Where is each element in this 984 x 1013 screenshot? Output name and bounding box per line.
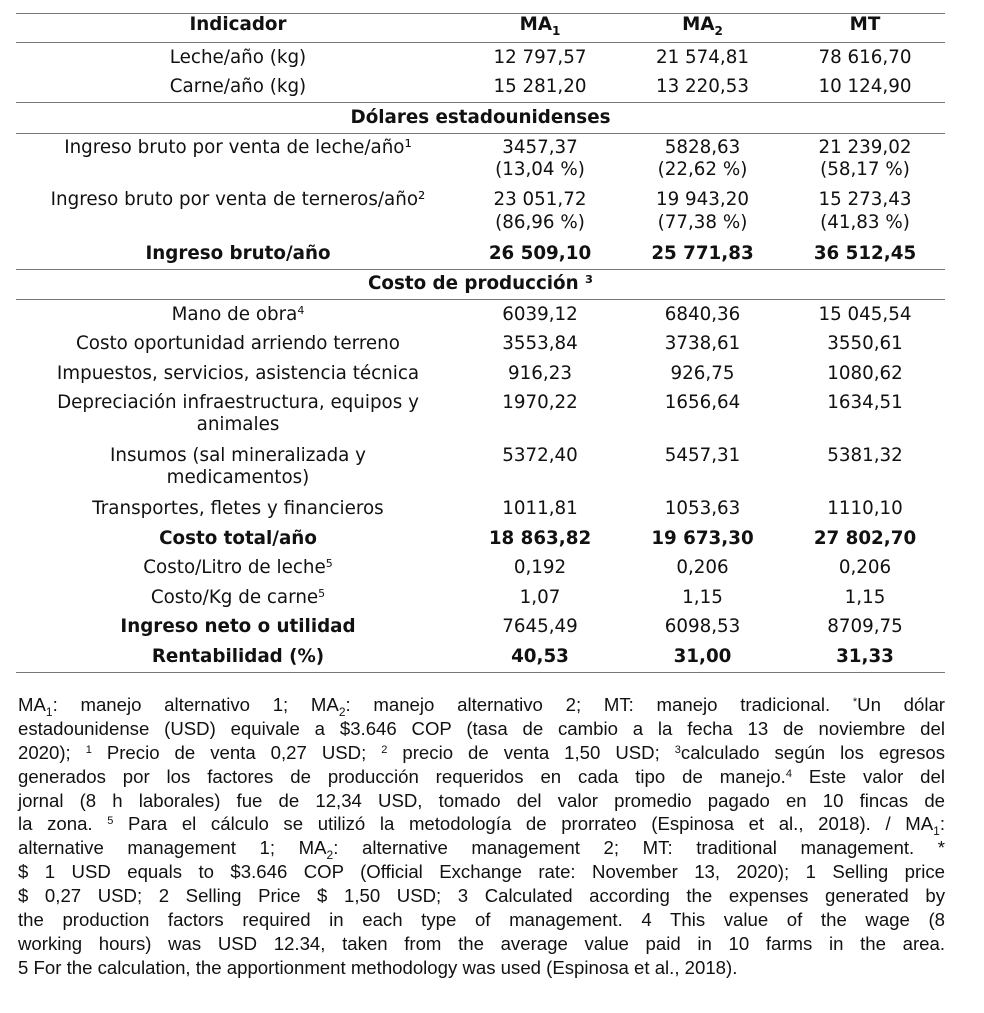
cell-value: 36 512,45: [813, 242, 917, 264]
table-footnote: [18, 693, 945, 980]
row-label: [16, 300, 460, 330]
cell-percent: (22,62 %): [657, 159, 748, 180]
cell-mt: [785, 613, 945, 643]
cell-value: 5457,31: [664, 444, 741, 466]
table-header-row: [16, 14, 945, 43]
cell-value: 1970,22: [502, 391, 578, 413]
table-row: [16, 73, 945, 103]
row-label-text: Costo oportunidad arriendo terreno: [76, 333, 400, 354]
cell-value: 6840,36: [664, 303, 741, 325]
cell-value: 78 616,70: [818, 46, 912, 68]
footnote-marker: 4: [297, 303, 305, 317]
cell-value: 12 797,57: [493, 46, 587, 68]
row-label-text: Depreciación infraestructura, equipos y: [57, 391, 419, 413]
footnote-text: $ 0,27 USD; 2 Selling Price $ 1,50 USD; 3 Calculated according the expenses generated by: [18, 885, 945, 907]
footnote-text: precio de venta 1,50 USD;: [387, 741, 675, 763]
cell-ma1: [460, 239, 620, 269]
section-heading: Dólares estadounidenses: [16, 103, 945, 134]
cell-value: 15 045,54: [818, 303, 912, 325]
cell-mt: [785, 330, 945, 360]
cell-value: 27 802,70: [813, 527, 917, 549]
table-row: [16, 186, 945, 239]
cell-value: 926,75: [670, 362, 735, 384]
row-label-text: Carne/año (kg): [169, 76, 307, 97]
row-label-text-cont: medicamentos): [166, 467, 310, 488]
footnote-superscript: 3: [674, 743, 681, 756]
cell-value: 0,206: [676, 557, 729, 578]
row-label-text: Costo total/año: [159, 527, 317, 549]
cell-percent: (13,04 %): [495, 159, 585, 180]
cell-value: 31,00: [673, 645, 732, 667]
footnote-text: : manejo alternativo 2; MT: manejo tradicional.: [345, 694, 853, 715]
footnote-text: :: [939, 813, 945, 835]
row-label-text: Costo/Litro de leche: [143, 557, 326, 578]
footnote-line: [18, 860, 945, 884]
footnote-text: : alternative management 2; MT: traditional management. *: [333, 837, 945, 859]
footnote-marker: 5: [318, 586, 326, 600]
footnote-text: 5 For the calculation, the apportionment methodology was used (Espinosa et al., 2018).: [18, 956, 738, 978]
cell-ma2: [620, 186, 785, 239]
footnote-subscript: 1: [933, 824, 940, 839]
cell-mt: [785, 554, 945, 584]
cell-value: 31,33: [836, 645, 894, 667]
cell-ma1: [460, 186, 620, 239]
cell-value: 19 943,20: [655, 189, 750, 210]
footnote-line: [18, 741, 945, 765]
cell-value: 5828,63: [664, 136, 741, 158]
footnote-text: Precio de venta 0,27 USD;: [91, 741, 382, 763]
row-label-text: Transportes, fletes y financieros: [92, 498, 384, 519]
footnote-text: generados por los factores de producción requeridos en cada tipo de manejo.: [18, 765, 786, 787]
row-label-text-cont: animales: [196, 414, 280, 435]
table-row: [16, 330, 945, 360]
cell-value: 1,07: [519, 586, 561, 608]
cell-mt: [785, 73, 945, 103]
cell-ma2: [620, 389, 785, 442]
cell-ma1: [460, 613, 620, 643]
cell-mt: [785, 359, 945, 389]
table-row: [16, 613, 945, 643]
cell-ma1: [460, 642, 620, 672]
cell-percent: (86,96 %): [495, 211, 585, 233]
cell-ma1: [460, 554, 620, 584]
cell-ma2: [620, 442, 785, 495]
header-mt: MT: [785, 14, 945, 43]
cell-value: 5381,32: [827, 444, 903, 466]
row-label: [16, 239, 460, 269]
row-label: [16, 186, 460, 239]
footnote-line: [18, 932, 945, 956]
footnote-superscript: 5: [107, 815, 114, 828]
header-indicador: Indicador: [16, 14, 460, 43]
cell-value: 23 051,72: [493, 189, 587, 210]
footnote-text: la zona.: [18, 813, 108, 835]
cell-ma2: [620, 524, 785, 554]
footnote-text: estadounidense (USD) equivale a $3.646 COP (tasa de cambio a la fecha 13 de noviembre del: [18, 717, 945, 739]
cell-value: 21 574,81: [655, 46, 750, 68]
cell-ma2: [620, 300, 785, 330]
header-ma2-sub: 2: [714, 24, 723, 38]
cell-ma2: [620, 613, 785, 643]
table-row: [16, 389, 945, 442]
row-label-text: Rentabilidad (%): [151, 645, 325, 667]
footnote-line: [18, 956, 945, 980]
cell-percent: (41,83 %): [820, 211, 910, 233]
table-row: [16, 239, 945, 269]
cell-ma2: [620, 73, 785, 103]
cell-ma2: [620, 495, 785, 525]
cell-ma1: [460, 389, 620, 442]
cell-ma2: [620, 554, 785, 584]
cell-value: 25 771,83: [651, 242, 754, 264]
footnote-text: working hours) was USD 12.34, taken from the average value paid in 10 farms in the area.: [18, 932, 945, 954]
row-label-text: Ingreso bruto por venta de leche/año¹: [64, 136, 412, 158]
cell-mt: [785, 239, 945, 269]
row-label-text: Mano de obra: [171, 303, 298, 325]
cell-ma2: [620, 583, 785, 613]
footnote-superscript: 1: [85, 743, 92, 756]
footnote-line: [18, 884, 945, 908]
cell-value: 1011,81: [502, 498, 578, 519]
row-label: [16, 359, 460, 389]
footnote-text: jornal (8 h laborales) fue de 12,34 USD, tomado del valor promedio pagado en 10 fincas de: [18, 789, 945, 811]
row-label: [16, 389, 460, 442]
row-label: [16, 495, 460, 525]
table-row: [16, 442, 945, 495]
row-label: [16, 524, 460, 554]
footnote-line: [18, 717, 945, 741]
row-label-text: Costo/Kg de carne: [150, 586, 319, 608]
cell-value: 3553,84: [502, 333, 578, 354]
footnote-text: calculado según los egresos: [680, 741, 946, 763]
footnote-text: Este valor del: [791, 765, 945, 787]
cell-value: 1,15: [844, 586, 886, 608]
row-label: [16, 554, 460, 584]
table-row: [16, 359, 945, 389]
table-row: [16, 583, 945, 613]
cell-ma2: [620, 239, 785, 269]
cell-percent: (77,38 %): [657, 211, 748, 233]
cell-value: 10 124,90: [818, 76, 912, 97]
table-row: [16, 300, 945, 330]
footnote-text: MA: [18, 694, 46, 715]
cell-value: 19 673,30: [651, 527, 754, 549]
cell-ma2: [620, 133, 785, 186]
cell-mt: [785, 300, 945, 330]
row-label: [16, 43, 460, 73]
header-ma1: [460, 14, 620, 43]
header-ma1-label: MA: [519, 14, 552, 35]
cell-mt: [785, 642, 945, 672]
table-row: [16, 524, 945, 554]
footnote-text: $ 1 USD equals to $3.646 COP (Official Exchange rate: November 13, 2020); 1 Selling price: [18, 861, 945, 883]
cell-mt: [785, 186, 945, 239]
cell-value: 13 220,53: [655, 76, 750, 97]
cell-mt: [785, 495, 945, 525]
footnote-text: 2020);: [18, 741, 86, 763]
cell-mt: [785, 524, 945, 554]
cell-value: 0,192: [513, 557, 567, 578]
cell-percent: (58,17 %): [820, 159, 910, 180]
footnote-marker: 5: [325, 557, 333, 570]
cell-value: 3738,61: [664, 333, 741, 354]
cell-value: 40,53: [511, 645, 569, 667]
footnote-subscript: 1: [45, 705, 53, 719]
cell-ma1: [460, 442, 620, 495]
row-label: [16, 330, 460, 360]
table-row: [16, 495, 945, 525]
row-label-text: Impuestos, servicios, asistencia técnica: [56, 362, 420, 384]
cell-ma1: [460, 300, 620, 330]
row-label: [16, 133, 460, 186]
table-row: [16, 642, 945, 672]
footnote-line: [18, 908, 945, 932]
cell-ma1: [460, 495, 620, 525]
footnote-text: Un dólar: [857, 694, 945, 715]
footnote-text: Para el cálculo se utilizó la metodología de prorrateo (Espinosa et al., 2018). / MA: [113, 813, 934, 835]
cell-ma1: [460, 524, 620, 554]
cell-ma1: [460, 73, 620, 103]
cell-value: 26 509,10: [488, 242, 592, 264]
cell-mt: [785, 442, 945, 495]
row-label-text: Ingreso neto o utilidad: [120, 616, 356, 637]
footnote-superscript: 4: [785, 767, 792, 780]
cell-value: 5372,40: [502, 444, 578, 466]
cell-value: 0,206: [838, 557, 892, 578]
cell-value: 18 863,82: [488, 527, 592, 549]
cell-ma2: [620, 330, 785, 360]
row-label-text: Leche/año (kg): [169, 46, 307, 68]
production-cost-table: [16, 13, 945, 673]
cell-mt: [785, 583, 945, 613]
cell-value: 916,23: [508, 362, 572, 384]
cell-ma1: [460, 359, 620, 389]
cell-ma1: [460, 133, 620, 186]
row-label: [16, 442, 460, 495]
row-label-text: Ingreso bruto por venta de terneros/año²: [50, 189, 426, 210]
cell-ma2: [620, 359, 785, 389]
cell-value: 6098,53: [664, 616, 741, 637]
cell-value: 1080,62: [827, 362, 903, 384]
cell-value: 1110,10: [827, 498, 903, 519]
row-label-text: Insumos (sal mineralizada y: [110, 444, 366, 466]
cell-value: 15 281,20: [493, 76, 587, 97]
footnote-line: [18, 693, 945, 717]
footnote-superscript: 2: [381, 743, 388, 756]
footnote-line: [18, 836, 945, 863]
cell-value: 1,15: [682, 586, 723, 608]
footnote-text: : manejo alternativo 1; MA: [52, 694, 339, 715]
cell-mt: [785, 43, 945, 73]
footnote-line: [18, 765, 945, 789]
cell-mt: [785, 389, 945, 442]
footnote-superscript: *: [852, 696, 858, 708]
table-row: [16, 133, 945, 186]
table-row: [16, 554, 945, 584]
cell-ma1: [460, 43, 620, 73]
footnote-subscript: 2: [338, 705, 346, 719]
footnote-subscript: 2: [326, 848, 334, 863]
cell-value: 8709,75: [827, 616, 903, 637]
cell-ma1: [460, 583, 620, 613]
row-label: [16, 613, 460, 643]
cell-value: 3550,61: [827, 333, 903, 354]
footnote-text: the production factors required in each type of management. 4 This value of the wage (8: [18, 909, 945, 931]
cell-value: 15 273,43: [818, 189, 912, 210]
cell-value: 21 239,02: [818, 136, 912, 158]
cell-value: 6039,12: [502, 303, 578, 325]
table-row: [16, 103, 945, 134]
footnote-text: alternative management 1; MA: [18, 837, 327, 859]
cell-value: 1634,51: [827, 391, 903, 413]
cell-mt: [785, 133, 945, 186]
cell-value: 7645,49: [502, 616, 578, 637]
row-label-text: Ingreso bruto/año: [145, 242, 331, 264]
row-label: [16, 73, 460, 103]
cell-value: 1053,63: [664, 498, 741, 519]
section-heading: Costo de producción ³: [16, 269, 945, 300]
table-row: [16, 269, 945, 300]
header-ma1-sub: 1: [551, 24, 561, 38]
header-ma2-label: MA: [682, 14, 715, 35]
footnote-line: [18, 812, 945, 839]
cell-ma2: [620, 43, 785, 73]
cell-value: 3457,37: [502, 136, 578, 158]
table-row: [16, 43, 945, 73]
cell-ma1: [460, 330, 620, 360]
header-ma2: [620, 14, 785, 43]
cell-ma2: [620, 642, 785, 672]
row-label: [16, 642, 460, 672]
footnote-line: [18, 789, 945, 813]
row-label: [16, 583, 460, 613]
cell-value: 1656,64: [664, 391, 741, 413]
